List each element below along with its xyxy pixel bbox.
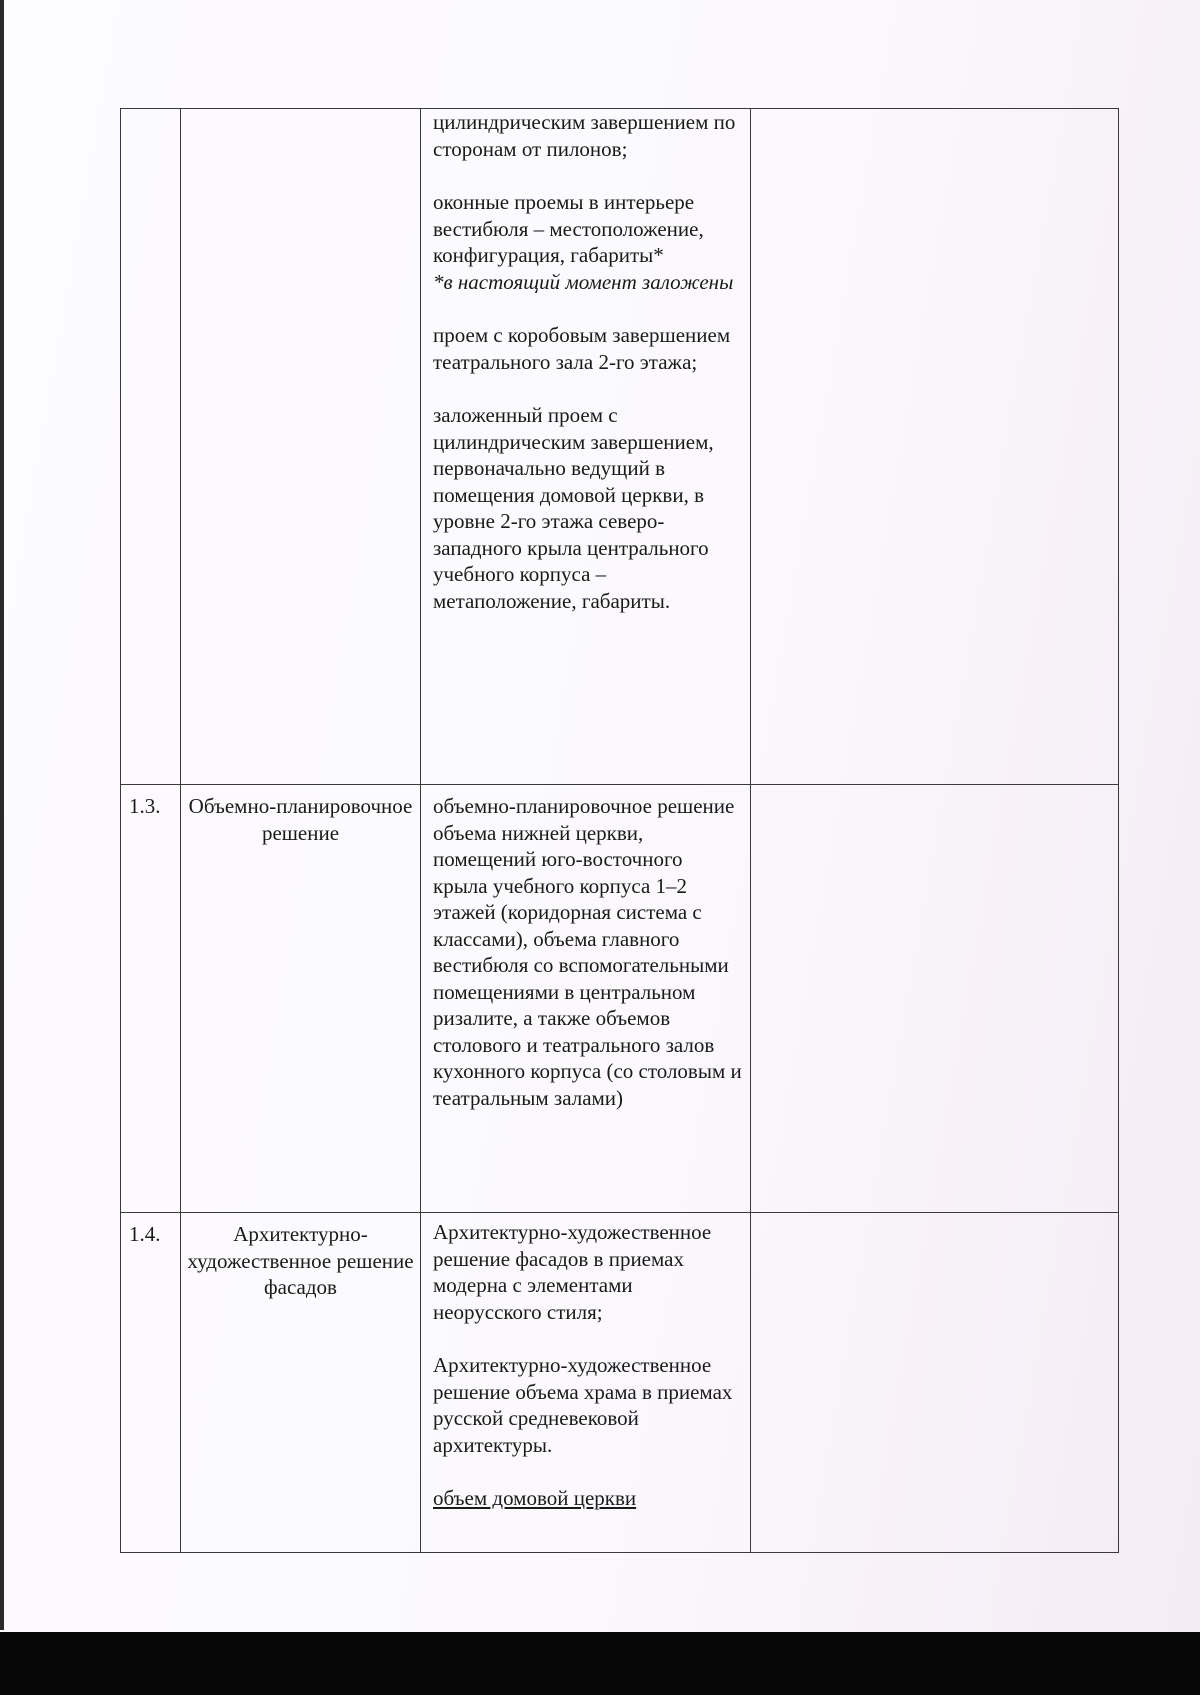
- row-name-cell: Архитектурно-художественное решение фасадов: [181, 1213, 421, 1553]
- content-paragraph-text: оконные проемы в интерьере вестибюля – местоположение, конфигурация, габариты*: [433, 190, 704, 267]
- table-row: [121, 1213, 1119, 1553]
- protection-subject-table: [120, 108, 1119, 1553]
- scan-left-edge: [0, 0, 4, 1630]
- content-paragraph-underlined: объем домовой церкви: [433, 1486, 637, 1510]
- row-number-cell: [121, 109, 181, 785]
- content-paragraph: заложенный проем с цилиндрическим завершением, первоначально ведущий в помещения домовой церкви, в уровне 2-го этажа северо-западного крыла центрального учебного корпуса – метаположение, габариты.: [433, 403, 714, 613]
- table-row: [121, 785, 1119, 1213]
- row-remark-cell: [751, 109, 1119, 785]
- content-paragraph: Архитектурно-художественное решение объема храма в приемах русской средневековой архитектуры.: [433, 1353, 733, 1457]
- content-paragraph: проем с коробовым завершением театрального зала 2-го этажа;: [433, 323, 731, 374]
- content-paragraph: Архитектурно-художественное решение фасадов в приемах модерна с элементами неорусского стиля;: [433, 1220, 712, 1324]
- content-paragraph: объемно-планировочное решение объема нижней церкви, помещений юго-восточного крыла учебного корпуса 1–2 этажей (коридорная система с классами), объема главного вестибюля со вспомогательными помещениями в центральном ризалите, а также объемов столового и театрального залов кухонного корпуса (со столовым и театральным залами): [433, 794, 742, 1110]
- row-number-cell: 1.4.: [121, 1213, 181, 1553]
- row-content-cell: [421, 785, 751, 1213]
- row-name-cell: [181, 109, 421, 785]
- row-remark-cell: [751, 1213, 1119, 1553]
- row-content-cell: [421, 1213, 751, 1553]
- content-paragraph-with-note: [433, 189, 742, 295]
- footnote-text: *в настоящий момент заложены: [433, 269, 734, 294]
- row-content-cell: [421, 109, 751, 785]
- row-name-cell: Объемно-планировочное решение: [181, 785, 421, 1213]
- table-row: [121, 109, 1119, 785]
- content-paragraph: цилиндрическим завершением по сторонам от пилонов;: [433, 110, 736, 161]
- row-number-cell: 1.3.: [121, 785, 181, 1213]
- scan-bottom-band: [0, 1632, 1200, 1695]
- row-remark-cell: [751, 785, 1119, 1213]
